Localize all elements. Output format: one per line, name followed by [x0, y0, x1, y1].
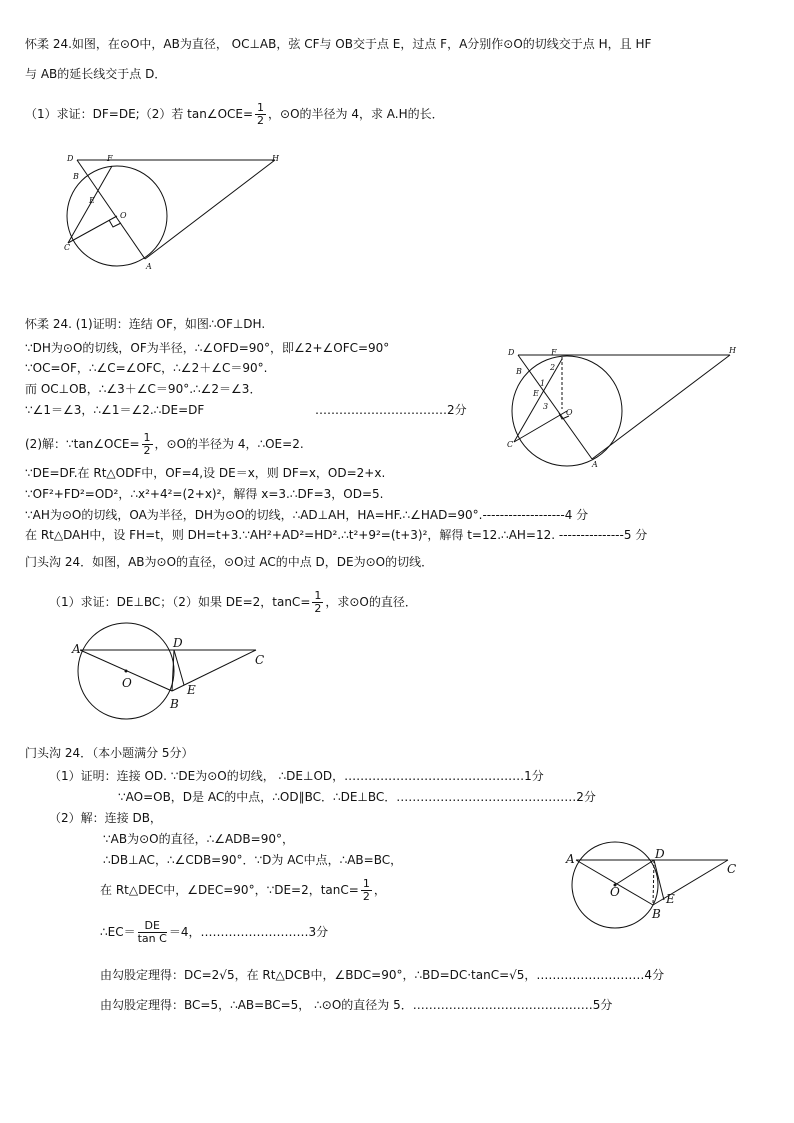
p2-question	[49, 590, 417, 615]
fraction-numerator: 1	[257, 101, 265, 114]
fig2-label-A: A	[592, 460, 598, 469]
fraction-numerator: 1	[143, 431, 151, 444]
p1-question-post: ，⊙O的半径为 4，求 A.H的长．	[268, 107, 444, 121]
s2-title: 门头沟 24．（本小题满分 5分）	[25, 746, 194, 760]
s2-line4: ∵AB为⊙O的直径，∴∠ADB=90°，	[103, 832, 294, 846]
fig4-label-E: E	[666, 892, 675, 906]
s2-line6-pre: 在 Rt△DEC中，∠DEC=90°，∵DE=2，tanC=	[100, 883, 359, 897]
score: ……………………………2分	[315, 403, 467, 417]
s1-line1: 怀柔 24. (1)证明：连结 OF，如图∴OF⊥DH.	[25, 317, 266, 331]
figure-p2	[68, 620, 278, 720]
fig1-label-H: H	[272, 154, 279, 163]
fig4-label-D: D	[655, 847, 665, 861]
fraction-denominator: tan C	[137, 932, 167, 945]
fig2-label-C: C	[507, 440, 514, 449]
fig1-label-E: E	[89, 196, 95, 205]
fig2-label-2: 2	[550, 363, 556, 372]
s2-line6-post: ，	[373, 883, 386, 897]
p1-line2: 与 AB的延长线交于点 D．	[25, 67, 167, 81]
s1-line10: 在 Rt△DAH中，设 FH=t，则 DH=t+3.∵AH²+AD²=HD².∴t²+9²=(t+3)²，解得 t=12.∴AH=12. ---------------5 分	[25, 528, 648, 542]
s1-line6-pre: (2)解：∵tan∠OCE=	[25, 437, 140, 451]
fig1-label-A: A	[146, 262, 152, 271]
s2-line1: （1）证明：连接 OD. ∵DE为⊙O的切线， ∴DE⊥OD，………………………………………1分	[49, 769, 544, 783]
s2-line7-pre: ∴EC＝	[100, 925, 136, 939]
s1-line2: ∵DH为⊙O的切线，OF为半径，∴∠OFD=90°，即∠2+∠OFC=90°	[25, 341, 390, 355]
s1-line7: ∵DE=DF.在 Rt△ODF中，OF=4,设 DE＝x，则 DF=x，OD=2+x.	[25, 466, 386, 480]
fig1-label-F: F	[107, 154, 113, 163]
s1-line3: ∵OC=OF，∴∠C=∠OFC，∴∠2＋∠C＝90°.	[25, 361, 268, 375]
p1-question-pre: （1）求证：DF=DE;（2）若 tan∠OCE=	[25, 107, 254, 121]
s1-line8: ∵OF²+FD²=OD²，∴x²+4²=(2+x)²，解得 x=3.∴DF=3，OD=5.	[25, 487, 384, 501]
fig2-label-B: B	[516, 367, 522, 376]
fraction-numerator: DE	[138, 920, 167, 933]
fraction	[361, 878, 372, 903]
s2-line8: 由勾股定理得：DC=2√5，在 Rt△DCB中，∠BDC=90°，∴BD=DC·tanC=√5，………………………4分	[100, 968, 665, 982]
fraction	[138, 920, 167, 945]
s1-line5-text: ∵∠1＝∠3，∴∠1＝∠2.∴DE=DF	[25, 403, 205, 417]
fig2-label-O: O	[566, 408, 573, 417]
fig2-label-1: 1	[540, 379, 546, 388]
fraction	[312, 590, 323, 615]
figure-s1	[500, 343, 745, 471]
fig4-label-C: C	[727, 862, 737, 876]
s2-line7	[100, 920, 328, 945]
p1-question	[25, 102, 444, 127]
fig3-label-O: O	[122, 676, 132, 690]
figure-p1	[55, 148, 285, 273]
fig3-label-D: D	[173, 636, 183, 650]
fig3-label-E: E	[187, 683, 196, 697]
fig2-label-3: 3	[543, 402, 549, 411]
fig4-label-B: B	[652, 907, 661, 921]
fraction-denominator: 2	[257, 114, 265, 127]
fraction-denominator: 2	[143, 444, 151, 457]
figure-s2	[560, 828, 750, 930]
fraction	[255, 102, 266, 127]
fig1-label-D: D	[67, 154, 74, 163]
s1-line6	[25, 432, 304, 457]
s2-line7-post: ＝4，………………………3分	[168, 925, 329, 939]
fig1-label-C: C	[64, 243, 71, 252]
fig2-label-H: H	[729, 346, 736, 355]
p2-title: 门头沟 24．如图，AB为⊙O的直径，⊙O过 AC的中点 D，DE为⊙O的切线．	[25, 555, 434, 569]
p1-line1: 怀柔 24.如图，在⊙O中，AB为直径， OC⊥AB，弦 CF与 OB交于点 E，过点 F，A分别作⊙O的切线交于点 H，且 HF	[25, 37, 652, 51]
s2-line2: ∵AO=OB，D是 AC的中点，∴OD∥BC．∴DE⊥BC．………………………………………2分	[118, 790, 596, 804]
fig4-label-A: A	[566, 852, 575, 866]
fig2-label-D: D	[508, 348, 515, 357]
fraction-numerator: 1	[314, 589, 322, 602]
s1-line5	[25, 402, 467, 418]
s2-line3: （2）解：连接 DB，	[49, 811, 162, 825]
fig1-label-O: O	[120, 211, 127, 220]
fig2-label-E: E	[533, 389, 539, 398]
s2-line5: ∴DB⊥AC，∴∠CDB=90°．∵D为 AC中点，∴AB=BC，	[103, 853, 403, 867]
fraction-denominator: 2	[314, 602, 322, 615]
fraction	[142, 432, 153, 457]
fig4-label-O: O	[610, 885, 620, 899]
fig3-label-A: A	[72, 642, 81, 656]
fig1-label-B: B	[73, 172, 79, 181]
fig3-label-C: C	[255, 653, 265, 667]
s2-line9: 由勾股定理得：BC=5，∴AB=BC=5， ∴⊙O的直径为 5．………………………………………5分	[100, 998, 613, 1012]
s1-line9: ∵AH为⊙O的切线，OA为半径，DH为⊙O的切线，∴AD⊥AH，HA=HF.∴∠HAD=90°.-------------------4 分	[25, 508, 589, 522]
s1-line6-post: ，⊙O的半径为 4，∴OE=2.	[154, 437, 304, 451]
p2-question-pre: （1）求证：DE⊥BC；（2）如果 DE=2，tanC=	[49, 595, 311, 609]
fig2-label-F: F	[551, 348, 557, 357]
s2-line6	[100, 878, 386, 903]
fraction-denominator: 2	[362, 890, 370, 903]
s1-line4: 而 OC⊥OB，∴∠3＋∠C＝90°.∴∠2＝∠3．	[25, 382, 262, 396]
fig3-label-B: B	[170, 697, 179, 711]
p2-question-post: ，求⊙O的直径．	[325, 595, 417, 609]
fraction-numerator: 1	[362, 877, 370, 890]
